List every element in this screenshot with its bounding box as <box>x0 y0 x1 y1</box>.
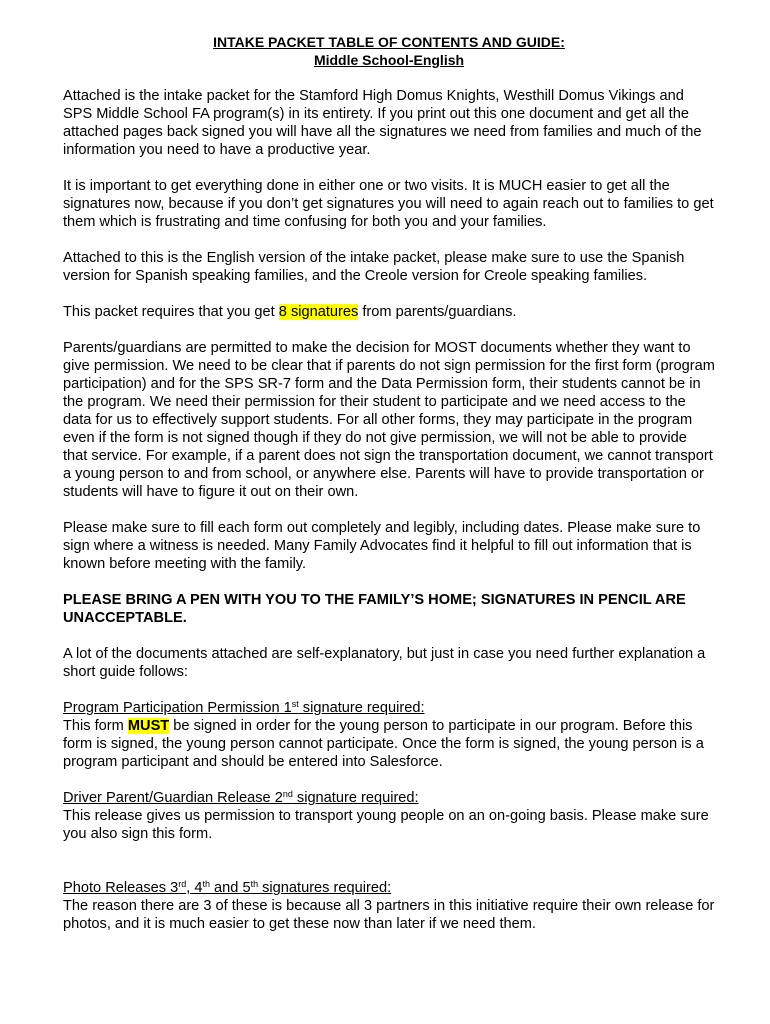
visits-paragraph: It is important to get everything done in either one or two visits. It is MUCH easier to get all the signatures now, because if you don’t get signatures you will need to again reach out to families to get them which is frustrating and time confusing for both you and your families. <box>63 178 714 230</box>
signature-count-paragraph <box>63 303 715 321</box>
title-line-1: INTAKE PACKET TABLE OF CONTENTS AND GUIDE: <box>213 34 565 50</box>
section-3-heading: Photo Releases 3rd, 4th and 5th signatures required: <box>63 879 392 896</box>
signature-count-highlight: 8 signatures <box>278 304 359 320</box>
must-highlight: MUST <box>127 718 170 734</box>
fill-forms-paragraph: Please make sure to fill each form out completely and legibly, including dates. Please make sure to sign where a witness is needed. Many Family Advocates find it helpful to fill out information that is known before meeting with the family. <box>63 520 701 572</box>
section-3-body: The reason there are 3 of these is because all 3 partners in this initiative require their own release for photos, and it is much easier to get these now than later if we need them. <box>63 898 715 932</box>
pen-warning: PLEASE BRING A PEN WITH YOU TO THE FAMILY’S HOME; SIGNATURES IN PENCIL ARE UNACCEPTABLE. <box>63 592 686 626</box>
language-versions-paragraph: Attached to this is the English version of the intake packet, please make sure to use the Spanish version for Spanish speaking families, and the Creole version for Creole speaking families. <box>63 250 685 284</box>
section-1-body: This form MUST be signed in order for the young person to participate in our program. Before this form is signed, the young person cannot participate. Once the form is signed, the young person is a program participant and should be entered into Salesforce. <box>63 718 704 770</box>
guide-intro-paragraph: A lot of the documents attached are self-explanatory, but just in case you need further explanation a short guide follows: <box>63 646 706 680</box>
title-line-2: Middle School-English <box>313 52 465 68</box>
section-2-heading: Driver Parent/Guardian Release 2nd signature required: <box>63 789 419 806</box>
signature-count-before: This packet requires that you get <box>63 304 279 320</box>
document-title <box>63 33 715 69</box>
section-1-heading: Program Participation Permission 1st signature required: <box>63 699 425 716</box>
signature-count-after: from parents/guardians. <box>358 304 517 320</box>
document-page <box>63 33 715 933</box>
intro-paragraph: Attached is the intake packet for the Stamford High Domus Knights, Westhill Domus Vikings and SPS Middle School FA program(s) in its entirety. If you print out this one document and get all the attached pages back signed you will have all the signatures we need from families and much of the information you need to have a productive year. <box>63 88 702 158</box>
section-2-body: This release gives us permission to transport young people on an on-going basis. Please make sure you also sign this form. <box>63 808 709 842</box>
permission-paragraph: Parents/guardians are permitted to make the decision for MOST documents whether they want to give permission. We need to be clear that if parents do not sign permission for the first form (program participation) and for the SPS SR-7 form and the Data Permission form, their students cannot be in the program. We need their permission for their student to participate and we need access to the data for us to effectively support students. For all other forms, they may participate in the program even if the form is not signed though if they do not give permission, we will not be able to provide that service. For example, if a parent does not sign the transportation document, we cannot transport a young person to and from school, or anywhere else. Parents will have to provide transportation or students will have to figure it out on their own. <box>63 340 715 500</box>
